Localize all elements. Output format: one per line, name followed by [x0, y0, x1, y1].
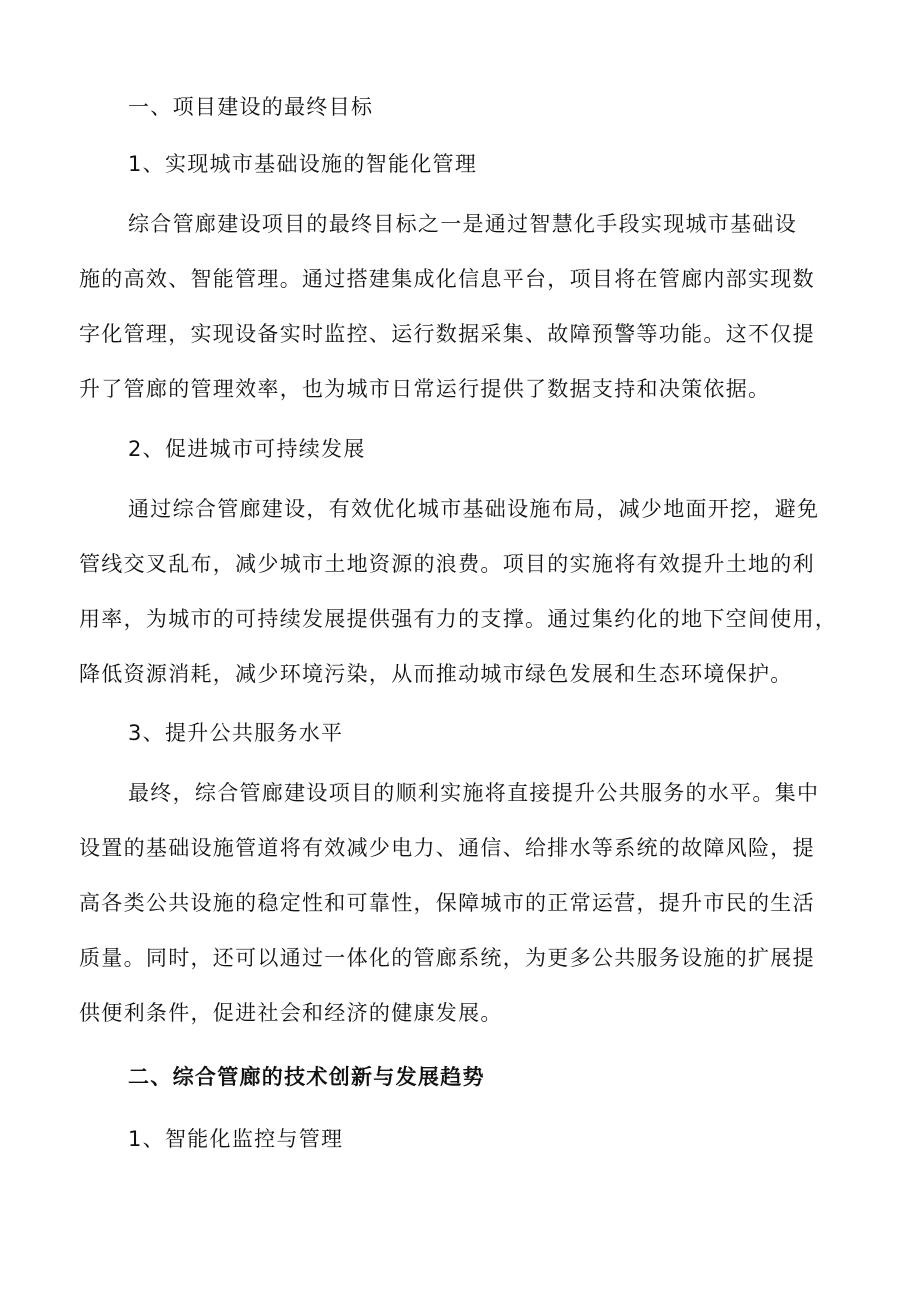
paragraph-line: 最终，综合管廊建设项目的顺利实施将直接提升公共服务的水平。集中	[128, 781, 820, 805]
subsection-1-1-heading: 1、实现城市基础设施的智能化管理	[128, 152, 478, 176]
paragraph-line: 字化管理，实现设备实时监控、运行数据采集、故障预警等功能。这不仅提	[79, 322, 815, 346]
paragraph-line: 综合管廊建设项目的最终目标之一是通过智慧化手段实现城市基础设	[128, 212, 797, 236]
paragraph-line: 升了管廊的管理效率，也为城市日常运行提供了数据支持和决策依据。	[79, 377, 771, 401]
paragraph-line: 用率，为城市的可持续发展提供强有力的支撑。通过集约化的地下空间使用，	[79, 607, 838, 631]
paragraph-line: 施的高效、智能管理。通过搭建集成化信息平台，项目将在管廊内部实现数	[79, 267, 815, 291]
paragraph-line: 供便利条件，促进社会和经济的健康发展。	[79, 1001, 503, 1025]
subsection-1-3-heading: 3、提升公共服务水平	[128, 721, 344, 745]
subsection-1-2-heading: 2、促进城市可持续发展	[128, 437, 366, 461]
paragraph-line: 通过综合管廊建设，有效优化城市基础设施布局，减少地面开挖，避免	[128, 497, 820, 521]
section-1-heading: 一、项目建设的最终目标	[128, 95, 374, 119]
paragraph-line: 设置的基础设施管道将有效减少电力、通信、给排水等系统的故障风险，提	[79, 836, 815, 860]
paragraph-line: 质量。同时，还可以通过一体化的管廊系统，为更多公共服务设施的扩展提	[79, 946, 815, 970]
section-2-heading: 二、综合管廊的技术创新与发展趋势	[128, 1065, 485, 1089]
paragraph-line: 管线交叉乱布，减少城市土地资源的浪费。项目的实施将有效提升土地的利	[79, 552, 815, 576]
paragraph-line: 降低资源消耗，减少环境污染，从而推动城市绿色发展和生态环境保护。	[79, 662, 793, 686]
paragraph-line: 高各类公共设施的稳定性和可靠性，保障城市的正常运营，提升市民的生活	[79, 891, 815, 915]
subsection-2-1-heading: 1、智能化监控与管理	[128, 1127, 344, 1151]
